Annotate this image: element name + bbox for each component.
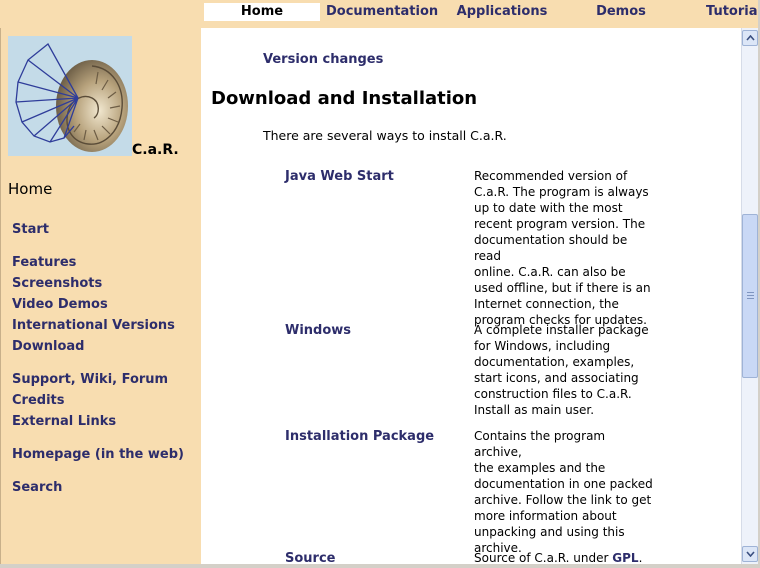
window-frame-bottom: [0, 564, 760, 568]
sidebar-link-international-versions[interactable]: International Versions: [12, 318, 175, 333]
tab-documentation[interactable]: Documentation: [326, 4, 439, 19]
option-java-web-start-description: [474, 168, 654, 328]
scroll-thumb[interactable]: [742, 214, 758, 378]
desc-line: archive.: [474, 541, 522, 555]
sidebar-link-credits[interactable]: Credits: [12, 393, 65, 408]
top-navigation: [0, 0, 760, 28]
version-changes-link[interactable]: Version changes: [263, 52, 384, 67]
intro-text: There are several ways to install C.a.R.: [263, 128, 507, 143]
sidebar-link-support[interactable]: Support, Wiki, Forum: [12, 372, 169, 387]
option-source-link[interactable]: Source: [285, 551, 336, 564]
main-content: [201, 28, 741, 564]
tab-applications[interactable]: Applications: [456, 4, 548, 19]
desc-line: documentation in one packed: [474, 477, 653, 491]
desc-text: Source of C.a.R. under: [474, 551, 613, 564]
option-windows-description: [474, 322, 654, 418]
scroll-down-button[interactable]: [742, 546, 758, 562]
desc-line: A complete installer package: [474, 323, 649, 337]
sidebar-link-download[interactable]: Download: [12, 339, 85, 354]
sidebar: [0, 28, 200, 568]
desc-line: construction files to C.a.R.: [474, 387, 632, 401]
option-installation-package-description: [474, 428, 654, 556]
sidebar-link-homepage[interactable]: Homepage (in the web): [12, 447, 184, 462]
sidebar-link-video-demos[interactable]: Video Demos: [12, 297, 108, 312]
desc-line: the examples and the: [474, 461, 606, 475]
option-installation-package-link[interactable]: Installation Package: [285, 429, 435, 444]
desc-line: Internet connection, the: [474, 297, 619, 311]
section-title: Download and Installation: [211, 88, 478, 109]
desc-line: up to date with the most: [474, 201, 623, 215]
sidebar-link-screenshots[interactable]: Screenshots: [12, 276, 103, 291]
option-windows-link[interactable]: Windows: [285, 323, 352, 338]
arrow-up-icon: [746, 35, 755, 41]
desc-line: for Windows, including: [474, 339, 611, 353]
desc-line: recent program version. The: [474, 217, 646, 231]
option-source-description: [474, 550, 654, 564]
desc-line: archive. Follow the link to get: [474, 493, 652, 507]
tab-home[interactable]: Home: [204, 3, 320, 21]
desc-line: more information about: [474, 509, 617, 523]
desc-line: program checks for updates.: [474, 313, 647, 327]
desc-line: used offline, but if there is an: [474, 281, 651, 295]
logo-image[interactable]: [8, 36, 132, 156]
desc-line: Contains the program archive,: [474, 429, 606, 459]
sidebar-link-external-links[interactable]: External Links: [12, 414, 117, 429]
desc-line: start icons, and associating: [474, 371, 639, 385]
desc-line: Install as main user.: [474, 403, 595, 417]
tab-demos[interactable]: Demos: [596, 4, 646, 19]
logo-text: C.a.R.: [132, 142, 179, 158]
desc-line: unpacking and using this: [474, 525, 625, 539]
scroll-up-button[interactable]: [742, 30, 758, 46]
grip-line: [747, 298, 754, 299]
desc-line: documentation should be read: [474, 233, 628, 263]
arrow-down-icon: [746, 551, 755, 557]
option-java-web-start-link[interactable]: Java Web Start: [285, 169, 394, 184]
sidebar-link-start[interactable]: Start: [12, 222, 49, 237]
sidebar-link-search[interactable]: Search: [12, 480, 63, 495]
desc-line: documentation, examples,: [474, 355, 635, 369]
gpl-link[interactable]: GPL: [612, 551, 639, 564]
grip-line: [747, 295, 754, 296]
sidebar-link-features[interactable]: Features: [12, 255, 77, 270]
desc-line: online. C.a.R. can also be: [474, 265, 626, 279]
sidebar-title: Home: [8, 180, 53, 198]
vertical-scrollbar[interactable]: [741, 28, 758, 564]
desc-line: C.a.R. The program is always: [474, 185, 649, 199]
desc-line: Recommended version of: [474, 169, 628, 183]
desc-text: .: [638, 551, 643, 564]
nautilus-shell-logo: [8, 36, 132, 156]
tab-tutorial[interactable]: Tutoria: [706, 4, 758, 19]
grip-line: [747, 292, 754, 293]
